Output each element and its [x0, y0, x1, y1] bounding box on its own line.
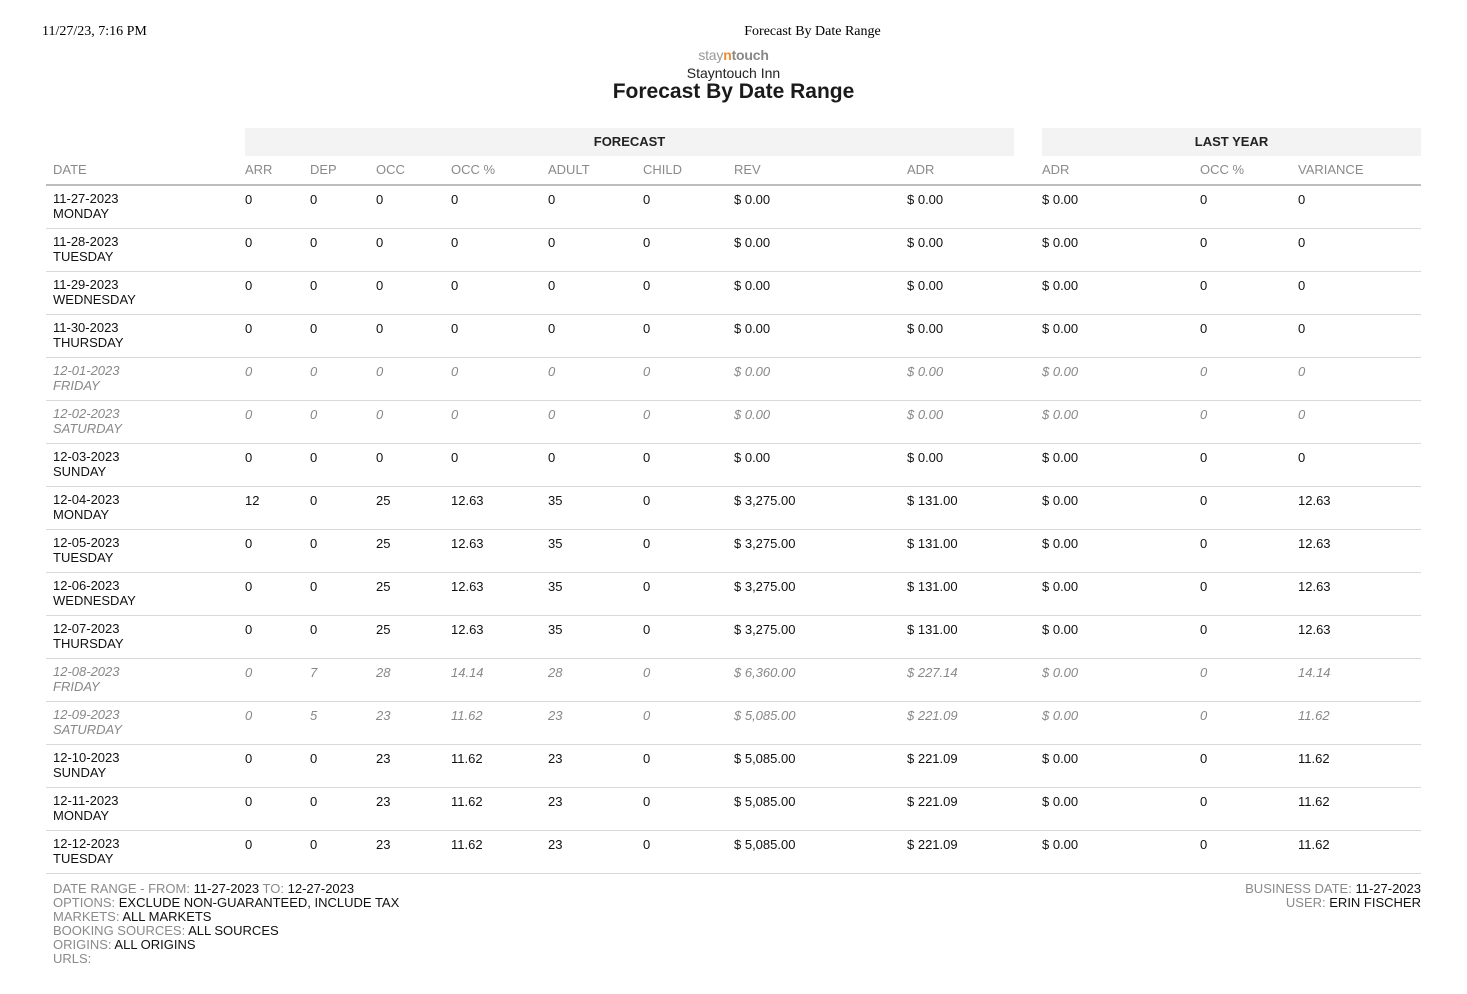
cell-ly-occ-pct: 0	[1200, 536, 1208, 551]
cell-ly-adr: $ 0.00	[1042, 450, 1079, 465]
cell-adult: 28	[548, 665, 563, 680]
cell-arr: 0	[245, 794, 253, 809]
row-day: SUNDAY	[53, 464, 107, 479]
cell-child: 0	[643, 665, 651, 680]
cell-variance: 11.62	[1298, 794, 1330, 809]
brand-logo-n: n	[723, 47, 732, 63]
cell-adult: 23	[548, 794, 563, 809]
cell-ly-occ-pct: 0	[1200, 837, 1208, 852]
cell-dep: 0	[310, 751, 318, 766]
cell-dep: 0	[310, 192, 318, 207]
table-row	[46, 659, 1421, 702]
cell-ly-occ-pct: 0	[1200, 278, 1208, 293]
row-day: MONDAY	[53, 206, 110, 221]
row-day: SATURDAY	[53, 722, 122, 737]
row-day: SUNDAY	[53, 765, 107, 780]
cell-rev: $ 0.00	[734, 364, 771, 379]
row-date: 12-02-2023	[53, 406, 120, 421]
cell-ly-adr: $ 0.00	[1042, 192, 1079, 207]
user-value: ERIN FISCHER	[1329, 895, 1421, 910]
cell-arr: 0	[245, 278, 253, 293]
cell-rev: $ 5,085.00	[734, 708, 796, 723]
date-range-label: DATE RANGE - FROM:	[53, 881, 190, 896]
cell-rev: $ 5,085.00	[734, 751, 796, 766]
cell-occ-pct: 12.63	[451, 536, 484, 551]
cell-occ-pct: 12.63	[451, 579, 484, 594]
column-headers	[46, 156, 1421, 186]
cell-dep: 0	[310, 321, 318, 336]
cell-child: 0	[643, 235, 651, 250]
cell-variance: 0	[1298, 407, 1306, 422]
cell-arr: 0	[245, 450, 253, 465]
cell-ly-occ-pct: 0	[1200, 493, 1208, 508]
cell-occ-pct: 11.62	[451, 794, 483, 809]
column-header-occ-pct: OCC %	[451, 162, 496, 177]
footer-business-date	[1245, 882, 1421, 896]
cell-child: 0	[643, 278, 651, 293]
cell-adult: 0	[548, 278, 556, 293]
cell-variance: 0	[1298, 321, 1306, 336]
cell-ly-adr: $ 0.00	[1042, 579, 1079, 594]
cell-arr: 0	[245, 579, 253, 594]
footer-origins	[53, 938, 399, 952]
footer-date-range	[53, 882, 399, 896]
cell-occ-pct: 14.14	[451, 665, 484, 680]
cell-adult: 0	[548, 450, 556, 465]
cell-child: 0	[643, 192, 651, 207]
cell-adult: 35	[548, 622, 563, 637]
footer-options	[53, 896, 399, 910]
cell-adult: 0	[548, 364, 556, 379]
row-day: FRIDAY	[53, 378, 100, 393]
cell-ly-occ-pct: 0	[1200, 665, 1208, 680]
cell-adr: $ 0.00	[907, 321, 944, 336]
row-date: 12-04-2023	[53, 492, 120, 507]
cell-ly-occ-pct: 0	[1200, 364, 1208, 379]
row-date: 11-29-2023	[53, 277, 119, 292]
row-date: 12-03-2023	[53, 449, 120, 464]
cell-occ-pct: 0	[451, 278, 459, 293]
row-day: FRIDAY	[53, 679, 100, 694]
cell-child: 0	[643, 321, 651, 336]
cell-dep: 0	[310, 493, 318, 508]
date-to-label: TO:	[262, 881, 284, 896]
cell-occ-pct: 0	[451, 235, 459, 250]
cell-occ: 25	[376, 622, 391, 637]
markets-label: MARKETS:	[53, 909, 120, 924]
cell-ly-adr: $ 0.00	[1042, 751, 1079, 766]
row-day: MONDAY	[53, 808, 110, 823]
cell-ly-occ-pct: 0	[1200, 235, 1208, 250]
booking-sources-label: BOOKING SOURCES:	[53, 923, 186, 938]
report-table-body	[46, 186, 1421, 874]
row-day: SATURDAY	[53, 421, 122, 436]
print-header	[0, 24, 1467, 44]
cell-ly-occ-pct: 0	[1200, 407, 1208, 422]
row-day: THURSDAY	[53, 636, 124, 651]
table-row	[46, 315, 1421, 358]
cell-adult: 23	[548, 708, 563, 723]
cell-arr: 0	[245, 751, 253, 766]
cell-child: 0	[643, 837, 651, 852]
cell-adr: $ 221.09	[907, 837, 958, 852]
cell-adult: 35	[548, 579, 563, 594]
cell-dep: 0	[310, 407, 318, 422]
cell-rev: $ 3,275.00	[734, 622, 796, 637]
cell-arr: 12	[245, 493, 260, 508]
date-from-value: 11-27-2023	[193, 881, 260, 896]
row-day: MONDAY	[53, 507, 110, 522]
cell-variance: 0	[1298, 364, 1306, 379]
cell-variance: 12.63	[1298, 493, 1331, 508]
cell-occ: 23	[376, 794, 391, 809]
row-date: 12-06-2023	[53, 578, 120, 593]
cell-rev: $ 6,360.00	[734, 665, 796, 680]
row-date: 12-11-2023	[53, 793, 119, 808]
cell-ly-adr: $ 0.00	[1042, 493, 1079, 508]
cell-occ: 0	[376, 407, 384, 422]
cell-adr: $ 0.00	[907, 407, 944, 422]
cell-ly-adr: $ 0.00	[1042, 794, 1079, 809]
cell-rev: $ 3,275.00	[734, 579, 796, 594]
row-date: 12-05-2023	[53, 535, 120, 550]
cell-ly-occ-pct: 0	[1200, 794, 1208, 809]
cell-adult: 35	[548, 493, 563, 508]
cell-child: 0	[643, 622, 651, 637]
row-date: 12-07-2023	[53, 621, 120, 636]
cell-child: 0	[643, 751, 651, 766]
cell-occ: 0	[376, 192, 384, 207]
column-header-variance: VARIANCE	[1298, 162, 1364, 177]
row-date: 12-09-2023	[53, 707, 120, 722]
cell-ly-adr: $ 0.00	[1042, 364, 1079, 379]
row-day: WEDNESDAY	[53, 292, 136, 307]
cell-occ: 0	[376, 450, 384, 465]
table-row	[46, 186, 1421, 229]
column-header-dep: DEP	[310, 162, 337, 177]
cell-child: 0	[643, 794, 651, 809]
column-header-arr: ARR	[245, 162, 273, 177]
options-value: EXCLUDE NON-GUARANTEED, INCLUDE TAX	[118, 895, 400, 910]
column-header-rev: REV	[734, 162, 761, 177]
cell-adr: $ 0.00	[907, 278, 944, 293]
cell-child: 0	[643, 579, 651, 594]
cell-dep: 0	[310, 622, 318, 637]
column-header-date: DATE	[53, 162, 87, 177]
table-row	[46, 573, 1421, 616]
cell-occ: 28	[376, 665, 391, 680]
row-day: TUESDAY	[53, 851, 114, 866]
cell-variance: 0	[1298, 235, 1306, 250]
cell-dep: 7	[310, 665, 318, 680]
row-date: 11-27-2023	[53, 191, 119, 206]
cell-dep: 0	[310, 364, 318, 379]
origins-label: ORIGINS:	[53, 937, 112, 952]
table-row	[46, 229, 1421, 272]
cell-dep: 0	[310, 536, 318, 551]
hotel-name: Stayntouch Inn	[686, 65, 781, 81]
business-date-value: 11-27-2023	[1355, 881, 1421, 896]
cell-ly-occ-pct: 0	[1200, 450, 1208, 465]
cell-occ-pct: 12.63	[451, 493, 484, 508]
cell-occ-pct: 12.63	[451, 622, 484, 637]
cell-adr: $ 227.14	[907, 665, 958, 680]
brand-logo-stay: stay	[698, 47, 724, 63]
cell-dep: 0	[310, 450, 318, 465]
cell-arr: 0	[245, 192, 253, 207]
cell-child: 0	[643, 536, 651, 551]
group-header-forecast: FORECAST	[245, 128, 1014, 156]
cell-adr: $ 221.09	[907, 708, 958, 723]
cell-child: 0	[643, 493, 651, 508]
cell-variance: 12.63	[1298, 622, 1331, 637]
table-row	[46, 530, 1421, 573]
column-header-ly-adr: ADR	[1042, 162, 1070, 177]
cell-ly-adr: $ 0.00	[1042, 665, 1079, 680]
cell-dep: 0	[310, 837, 318, 852]
table-row	[46, 401, 1421, 444]
table-row	[46, 831, 1421, 874]
cell-rev: $ 3,275.00	[734, 536, 796, 551]
row-date: 12-08-2023	[53, 664, 120, 679]
cell-occ: 23	[376, 751, 391, 766]
cell-occ: 0	[376, 321, 384, 336]
cell-ly-adr: $ 0.00	[1042, 622, 1079, 637]
date-to-value: 12-27-2023	[287, 881, 355, 896]
cell-adult: 23	[548, 751, 563, 766]
column-header-adr: ADR	[907, 162, 935, 177]
report-title: Forecast By Date Range	[612, 80, 855, 103]
cell-arr: 0	[245, 407, 253, 422]
cell-ly-occ-pct: 0	[1200, 622, 1208, 637]
cell-ly-adr: $ 0.00	[1042, 708, 1079, 723]
print-page-title: Forecast By Date Range	[744, 24, 881, 39]
cell-occ: 23	[376, 708, 391, 723]
cell-child: 0	[643, 450, 651, 465]
cell-occ-pct: 11.62	[451, 837, 483, 852]
cell-rev: $ 3,275.00	[734, 493, 796, 508]
cell-adr: $ 131.00	[907, 536, 958, 551]
table-row	[46, 487, 1421, 530]
brand-logo-touch: touch	[731, 47, 769, 63]
column-header-child: CHILD	[643, 162, 683, 177]
row-day: THURSDAY	[53, 335, 124, 350]
cell-rev: $ 0.00	[734, 192, 771, 207]
cell-rev: $ 0.00	[734, 407, 771, 422]
cell-adr: $ 131.00	[907, 579, 958, 594]
cell-variance: 0	[1298, 278, 1306, 293]
cell-ly-occ-pct: 0	[1200, 708, 1208, 723]
footer-filters	[53, 882, 399, 966]
cell-variance: 12.63	[1298, 579, 1331, 594]
cell-adult: 35	[548, 536, 563, 551]
cell-adr: $ 221.09	[907, 794, 958, 809]
urls-label: URLS:	[53, 951, 92, 966]
row-date: 12-10-2023	[53, 750, 120, 765]
cell-arr: 0	[245, 837, 253, 852]
cell-rev: $ 0.00	[734, 450, 771, 465]
options-label: OPTIONS:	[53, 895, 116, 910]
cell-adult: 0	[548, 407, 556, 422]
cell-occ: 0	[376, 278, 384, 293]
cell-child: 0	[643, 407, 651, 422]
row-date: 12-12-2023	[53, 836, 120, 851]
cell-occ: 25	[376, 579, 391, 594]
cell-occ: 0	[376, 364, 384, 379]
cell-child: 0	[643, 364, 651, 379]
cell-arr: 0	[245, 665, 253, 680]
table-row	[46, 358, 1421, 401]
cell-rev: $ 0.00	[734, 278, 771, 293]
column-header-occ: OCC	[376, 162, 405, 177]
table-row	[46, 702, 1421, 745]
table-row	[46, 788, 1421, 831]
group-header-last-year: LAST YEAR	[1042, 128, 1421, 156]
column-header-ly-occ-pct: OCC %	[1200, 162, 1245, 177]
user-label: USER:	[1285, 895, 1326, 910]
cell-ly-occ-pct: 0	[1200, 321, 1208, 336]
cell-rev: $ 0.00	[734, 321, 771, 336]
cell-rev: $ 5,085.00	[734, 837, 796, 852]
cell-variance: 11.62	[1298, 837, 1330, 852]
cell-dep: 0	[310, 579, 318, 594]
row-day: TUESDAY	[53, 249, 114, 264]
cell-occ-pct: 0	[451, 450, 459, 465]
row-date: 11-30-2023	[53, 320, 119, 335]
cell-occ-pct: 0	[451, 192, 459, 207]
cell-ly-adr: $ 0.00	[1042, 837, 1079, 852]
cell-arr: 0	[245, 364, 253, 379]
cell-rev: $ 5,085.00	[734, 794, 796, 809]
cell-ly-occ-pct: 0	[1200, 192, 1208, 207]
column-header-adult: ADULT	[548, 162, 590, 177]
cell-arr: 0	[245, 708, 253, 723]
cell-adult: 0	[548, 235, 556, 250]
cell-ly-adr: $ 0.00	[1042, 536, 1079, 551]
cell-dep: 0	[310, 235, 318, 250]
booking-sources-value: ALL SOURCES	[188, 923, 279, 938]
business-date-label: BUSINESS DATE:	[1245, 881, 1352, 896]
cell-occ-pct: 11.62	[451, 708, 483, 723]
origins-value: ALL ORIGINS	[114, 937, 196, 952]
cell-adr: $ 131.00	[907, 493, 958, 508]
cell-ly-adr: $ 0.00	[1042, 407, 1079, 422]
cell-occ: 23	[376, 837, 391, 852]
cell-occ-pct: 0	[451, 407, 459, 422]
cell-occ: 25	[376, 536, 391, 551]
cell-arr: 0	[245, 321, 253, 336]
cell-ly-adr: $ 0.00	[1042, 235, 1079, 250]
cell-adr: $ 221.09	[907, 751, 958, 766]
cell-occ: 0	[376, 235, 384, 250]
table-row	[46, 444, 1421, 487]
cell-adult: 0	[548, 321, 556, 336]
row-date: 12-01-2023	[53, 363, 120, 378]
row-day: TUESDAY	[53, 550, 114, 565]
cell-variance: 12.63	[1298, 536, 1331, 551]
cell-ly-occ-pct: 0	[1200, 579, 1208, 594]
row-day: WEDNESDAY	[53, 593, 136, 608]
cell-variance: 0	[1298, 450, 1306, 465]
cell-arr: 0	[245, 235, 253, 250]
cell-variance: 14.14	[1298, 665, 1331, 680]
cell-occ-pct: 11.62	[451, 751, 483, 766]
cell-rev: $ 0.00	[734, 235, 771, 250]
cell-dep: 0	[310, 794, 318, 809]
brand-logo	[0, 47, 1467, 63]
cell-adult: 0	[548, 192, 556, 207]
cell-adr: $ 0.00	[907, 364, 944, 379]
cell-adult: 23	[548, 837, 563, 852]
row-date: 11-28-2023	[53, 234, 119, 249]
cell-occ-pct: 0	[451, 321, 459, 336]
cell-child: 0	[643, 708, 651, 723]
footer-user	[1245, 896, 1421, 910]
cell-adr: $ 0.00	[907, 192, 944, 207]
cell-dep: 0	[310, 278, 318, 293]
cell-variance: 11.62	[1298, 708, 1330, 723]
table-row	[46, 616, 1421, 659]
cell-variance: 0	[1298, 192, 1306, 207]
footer-markets	[53, 910, 399, 924]
table-row	[46, 745, 1421, 788]
cell-adr: $ 0.00	[907, 235, 944, 250]
cell-adr: $ 131.00	[907, 622, 958, 637]
footer-urls	[53, 952, 399, 966]
cell-ly-adr: $ 0.00	[1042, 278, 1079, 293]
cell-arr: 0	[245, 536, 253, 551]
print-datetime: 11/27/23, 7:16 PM	[42, 24, 147, 39]
markets-value: ALL MARKETS	[122, 909, 212, 924]
cell-variance: 11.62	[1298, 751, 1330, 766]
cell-ly-adr: $ 0.00	[1042, 321, 1079, 336]
cell-ly-occ-pct: 0	[1200, 751, 1208, 766]
footer-meta	[1245, 882, 1421, 910]
footer-booking-sources	[53, 924, 399, 938]
cell-occ-pct: 0	[451, 364, 459, 379]
cell-adr: $ 0.00	[907, 450, 944, 465]
cell-dep: 5	[310, 708, 318, 723]
table-row	[46, 272, 1421, 315]
cell-occ: 25	[376, 493, 391, 508]
cell-arr: 0	[245, 622, 253, 637]
